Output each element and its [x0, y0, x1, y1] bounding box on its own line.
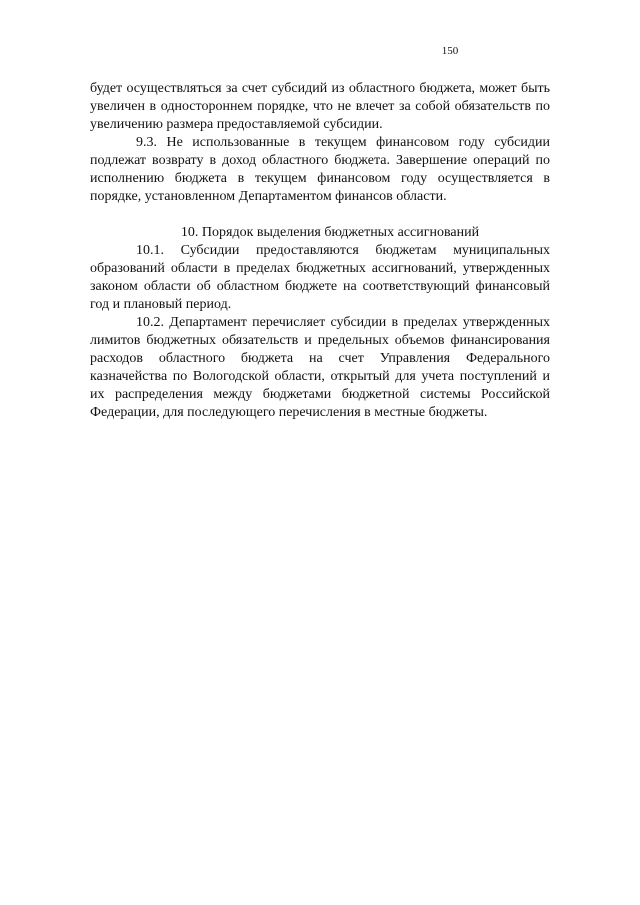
- document-body: [90, 80, 550, 422]
- paragraph-9-3: 9.3. Не использованные в текущем финансовом году субсидии подлежат возврату в доход областного бюджета. Завершение операций по исполнению бюджета в текущем финансовом году осуществляется в порядке, установленном Департаментом финансов области.: [90, 135, 550, 204]
- section-heading-10: 10. Порядок выделения бюджетных ассигнований: [180, 225, 480, 240]
- paragraph-10-1: 10.1. Субсидии предоставляются бюджетам муниципальных образований области в пределах бюджетных ассигнований, утвержденных законом области об областном бюджете на соответствующий финансовый год и плановый период.: [90, 243, 550, 312]
- page-number: 150: [441, 45, 459, 57]
- paragraph-continuation: будет осуществляться за счет субсидий из областного бюджета, может быть увеличен в одностороннем порядке, что не влечет за собой обязательств по увеличению размера предоставляемой субсидии.: [90, 81, 550, 132]
- paragraph-10-2: 10.2. Департамент перечисляет субсидии в пределах утвержденных лимитов бюджетных обязательств и предельных объемов финансирования расходов областного бюджета на счет Управления Федерального казначейства по Вологодской области, открытый для учета поступлений и их распределения между бюджетами бюджетной системы Российской Федерации, для последующего перечисления в местные бюджеты.: [90, 315, 550, 420]
